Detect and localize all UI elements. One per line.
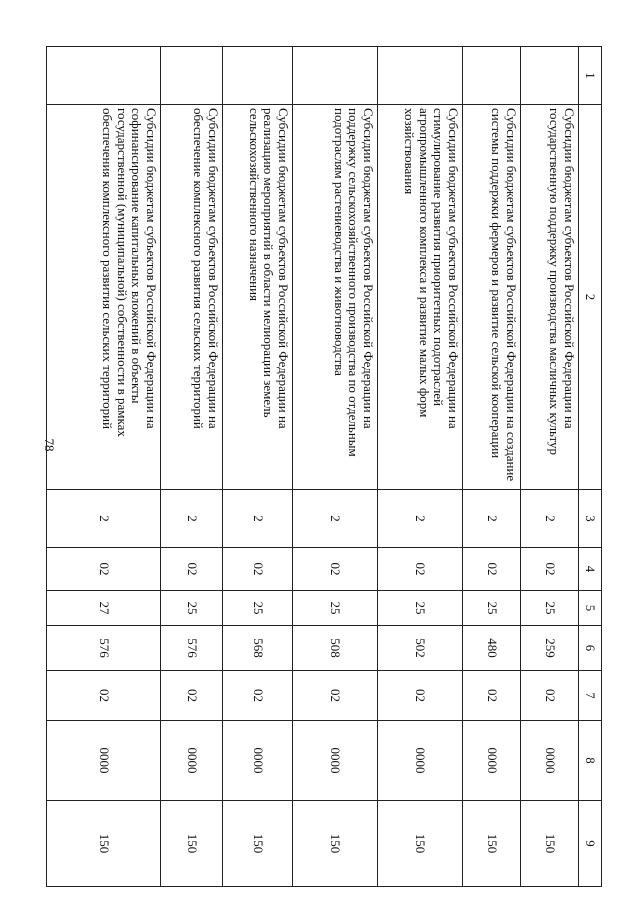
code-cell: 508 <box>293 626 378 671</box>
header-cell: 6 <box>579 626 602 671</box>
row-number-cell <box>47 47 161 105</box>
code-cell: 576 <box>161 626 223 671</box>
table-row <box>293 47 378 887</box>
code-cell: 150 <box>47 801 161 887</box>
header-cell: 4 <box>579 548 602 591</box>
code-cell: 502 <box>378 626 463 671</box>
header-cell: 5 <box>579 591 602 626</box>
row-number-cell <box>223 47 293 105</box>
code-cell: 150 <box>293 801 378 887</box>
table-row <box>223 47 293 887</box>
code-cell: 02 <box>223 548 293 591</box>
code-cell: 2 <box>521 490 579 548</box>
code-cell: 02 <box>47 671 161 721</box>
subsidy-name-cell: Субсидии бюджетам субъектов Российской Федерации на государственную поддержку производства масличных культур <box>521 105 579 490</box>
code-cell: 02 <box>463 671 521 721</box>
header-cell: 3 <box>579 490 602 548</box>
code-cell: 25 <box>463 591 521 626</box>
row-number-cell <box>463 47 521 105</box>
table-row <box>521 47 579 887</box>
code-cell: 150 <box>161 801 223 887</box>
code-cell: 0000 <box>521 721 579 801</box>
code-cell: 02 <box>463 548 521 591</box>
code-cell: 2 <box>378 490 463 548</box>
code-cell: 150 <box>463 801 521 887</box>
code-cell: 2 <box>223 490 293 548</box>
code-cell: 2 <box>293 490 378 548</box>
code-cell: 25 <box>521 591 579 626</box>
code-cell: 0000 <box>293 721 378 801</box>
code-cell: 02 <box>161 671 223 721</box>
code-cell: 0000 <box>223 721 293 801</box>
page-number: 78 <box>42 438 57 452</box>
code-cell: 02 <box>47 548 161 591</box>
row-number-cell <box>378 47 463 105</box>
code-cell: 02 <box>521 548 579 591</box>
code-cell: 0000 <box>161 721 223 801</box>
code-cell: 0000 <box>463 721 521 801</box>
code-cell: 02 <box>161 548 223 591</box>
code-cell: 150 <box>521 801 579 887</box>
table-row <box>47 47 161 887</box>
code-cell: 25 <box>223 591 293 626</box>
code-cell: 0000 <box>378 721 463 801</box>
code-cell: 25 <box>378 591 463 626</box>
code-cell: 568 <box>223 626 293 671</box>
header-cell: 7 <box>579 671 602 721</box>
code-cell: 2 <box>463 490 521 548</box>
code-cell: 02 <box>378 548 463 591</box>
table-row <box>463 47 521 887</box>
code-cell: 27 <box>47 591 161 626</box>
code-cell: 02 <box>293 671 378 721</box>
code-cell: 02 <box>521 671 579 721</box>
header-cell: 1 <box>579 47 602 105</box>
code-cell: 2 <box>47 490 161 548</box>
code-cell: 2 <box>161 490 223 548</box>
subsidy-name-cell: Субсидии бюджетам субъектов Российской Федерации на поддержку сельскохозяйственного производства по отдельным подотраслям растениеводства и животноводства <box>293 105 378 490</box>
table-row <box>378 47 463 887</box>
code-cell: 150 <box>223 801 293 887</box>
budget-codes-table <box>46 46 602 887</box>
subsidy-name-cell: Субсидии бюджетам субъектов Российской Федерации на реализацию мероприятий в области мелиорации земель сельскохозяйственного назначения <box>223 105 293 490</box>
row-number-cell <box>161 47 223 105</box>
subsidy-name-cell: Субсидии бюджетам субъектов Российской Федерации на создание системы поддержки фермеров и развитие сельской кооперации <box>463 105 521 490</box>
header-row <box>579 47 602 887</box>
code-cell: 0000 <box>47 721 161 801</box>
header-cell: 9 <box>579 801 602 887</box>
code-cell: 150 <box>378 801 463 887</box>
subsidy-name-cell: Субсидии бюджетам субъектов Российской Федерации на стимулирование развития приоритетных подотраслей агропромышленного комплекса и развитие малых форм хозяйствования <box>378 105 463 490</box>
header-cell: 8 <box>579 721 602 801</box>
code-cell: 259 <box>521 626 579 671</box>
header-cell: 2 <box>579 105 602 490</box>
code-cell: 02 <box>293 548 378 591</box>
code-cell: 25 <box>293 591 378 626</box>
rotated-table-container <box>46 46 602 886</box>
code-cell: 02 <box>223 671 293 721</box>
code-cell: 25 <box>161 591 223 626</box>
subsidy-name-cell: Субсидии бюджетам субъектов Российской Федерации на софинансирование капитальных вложений в объекты государственной (муниципальной) собственности в рамках обеспечения комплексного развития сельских территорий <box>47 105 161 490</box>
code-cell: 02 <box>378 671 463 721</box>
code-cell: 480 <box>463 626 521 671</box>
code-cell: 576 <box>47 626 161 671</box>
row-number-cell <box>293 47 378 105</box>
row-number-cell <box>521 47 579 105</box>
table-row <box>161 47 223 887</box>
subsidy-name-cell: Субсидии бюджетам субъектов Российской Федерации на обеспечение комплексного развития сельских территорий <box>161 105 223 490</box>
